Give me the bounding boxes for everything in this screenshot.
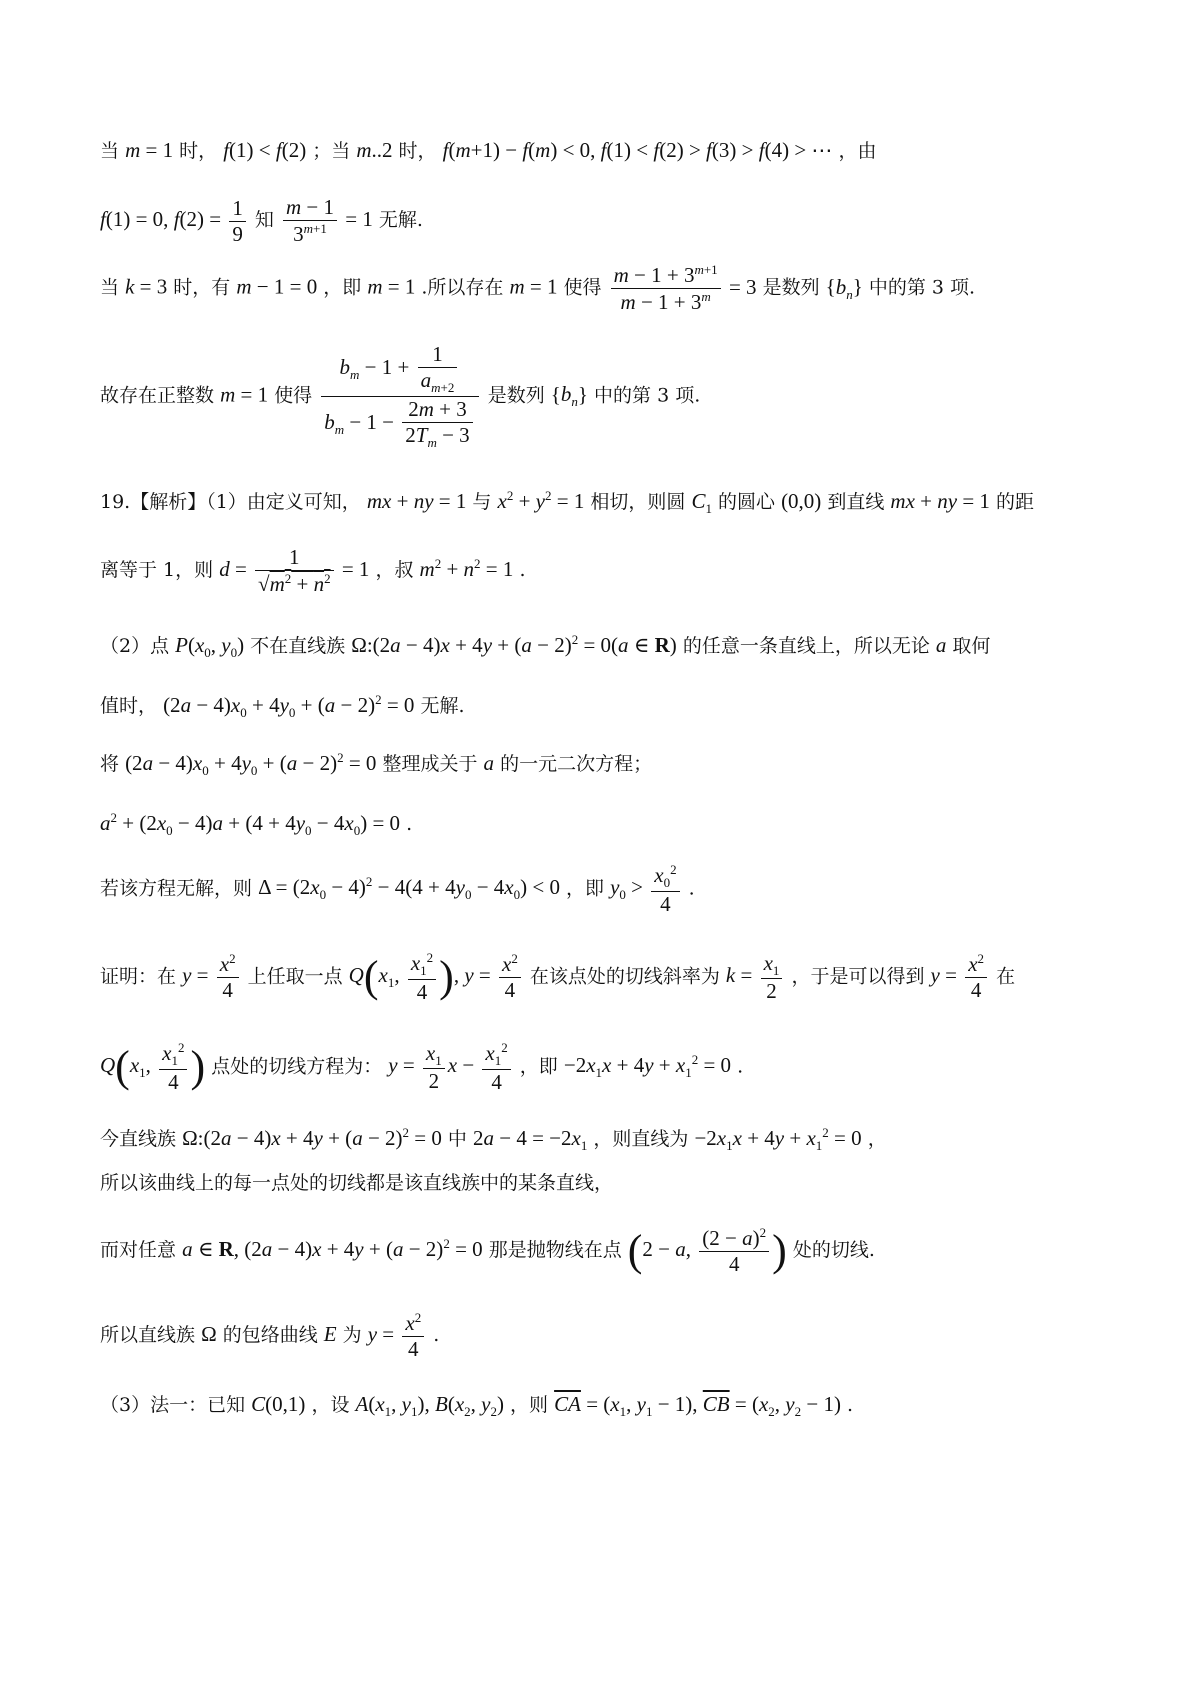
formula: m..2	[356, 138, 393, 162]
line-8	[100, 692, 1130, 721]
text: 中的第 3 项.	[868, 276, 976, 299]
text: 无解.	[378, 209, 423, 231]
text: ；当	[312, 140, 351, 162]
formula: $y_0$ > $\frac{x_0^2}{4}$	[610, 875, 683, 899]
formula: $a^2 + (2x_0 - 4)a + (4 + 4y_0 - 4x_0) = 0$	[100, 810, 401, 839]
text: .	[847, 1394, 854, 1416]
line-7	[100, 632, 1130, 661]
line-12	[100, 950, 1130, 1005]
text: ，设	[311, 1394, 350, 1416]
text: 而对任意	[100, 1239, 177, 1261]
formula: $m^2 + n^2 = 1$	[419, 556, 514, 581]
formula: d = $\frac{1}{√m^2 + n^2}$ = 1	[219, 545, 370, 597]
formula: m = 1	[367, 274, 416, 299]
text: 所以该曲线上的每一点处的切线都是该直线族中的某条直线，	[100, 1172, 614, 1194]
text: 整理成关于	[382, 753, 478, 775]
formula: $\frac{m - 1}{3^{m+1}}$ = 1	[280, 207, 373, 231]
formula: k = 3	[125, 274, 168, 299]
text: ，即	[519, 1055, 558, 1078]
text: ，即	[323, 276, 362, 299]
line-10	[100, 810, 1130, 839]
formula: $2a - 4 = -2x_1$	[472, 1126, 588, 1154]
formula: mx + ny = 1	[366, 489, 467, 513]
formula: $P(x_0$, $y_0$)	[175, 633, 245, 661]
text: （3）法一：已知	[100, 1394, 246, 1416]
text: 那是抛物线在点	[488, 1239, 622, 1261]
text: 与	[472, 491, 492, 513]
line-1	[100, 138, 1130, 163]
text: 是数列	[487, 384, 545, 407]
text: 时，	[398, 140, 437, 162]
formula: y = $\frac{x^2}{4}$	[368, 1322, 428, 1346]
text: 使得	[563, 276, 602, 299]
text: .	[688, 877, 695, 900]
formula: (2 − a, $\frac{(2 - a)^2}{4}$ )	[627, 1225, 787, 1277]
formula: m = 1	[509, 274, 558, 299]
text: 的包络曲线	[222, 1324, 318, 1346]
formula: f(1) < f(2)	[223, 138, 307, 162]
formula: k = $\frac{x_1}{2}$	[726, 963, 786, 987]
text: ，	[867, 1128, 887, 1150]
formula: a	[483, 751, 495, 775]
text: 时，有	[173, 276, 231, 299]
formula: y = $\frac{x_1}{2}$ x − $\frac{x_1^2}{4}$	[388, 1053, 514, 1077]
text: 当	[100, 140, 120, 162]
line-3	[100, 262, 1130, 315]
text: 取何	[952, 635, 991, 657]
formula: $\overline{CA} = (x_1$, $y_1 - 1$), $\overline{CB} = (x_2$, $y_2 - 1$)	[554, 1392, 841, 1420]
formula: $b_m - 1$ + $\frac{1}{a_{m+2}}$ $b_m - 1$ − $\frac{2m + 3}{2T_m - 3}$	[318, 382, 482, 406]
text: 到直线	[827, 491, 885, 513]
formula: m − 1 = 0	[236, 274, 318, 299]
formula: mx + ny = 1	[890, 489, 990, 513]
text: （2）点	[100, 635, 170, 657]
text: 在该点处的切线斜率为	[529, 965, 720, 988]
text: 离等于 1，则	[100, 559, 214, 581]
text: ，即	[566, 877, 605, 900]
line-6	[100, 545, 1130, 597]
text: 是数列	[762, 276, 820, 299]
text: .	[433, 1324, 440, 1346]
formula: $\{b_n\}$	[550, 382, 588, 410]
text: 的圆心	[718, 491, 776, 513]
line-4	[100, 342, 1130, 451]
text: 无解.	[420, 695, 465, 717]
text: 中的第 3 项.	[594, 384, 701, 407]
text: .	[406, 813, 413, 835]
text: 相切，则圆	[590, 491, 686, 513]
text: 若该方程无解，则	[100, 877, 253, 900]
text: 不在直线族	[250, 635, 346, 657]
text: 点处的切线方程为：	[211, 1055, 383, 1078]
formula: $-2x_1x + 4y + x_1^2 = 0$	[563, 1052, 732, 1081]
formula: $\frac{m - 1 + 3^{m+1}}{m - 1 + 3^m}$ = 3	[608, 275, 757, 299]
formula: y = $\frac{x^2}{4}$	[931, 963, 991, 987]
formula: (0,0)	[781, 489, 822, 513]
text: 处的切线.	[792, 1239, 875, 1261]
text: 知	[254, 209, 274, 231]
text: 当	[100, 276, 120, 299]
line-15	[100, 1172, 1130, 1195]
text: 为	[342, 1324, 362, 1346]
formula: $A(x_1$, $y_1$), $B(x_2$, $y_2$)	[355, 1392, 504, 1420]
formula: a ∈ R, $(2a - 4)x + 4y + (a - 2)^2 = 0$	[182, 1236, 483, 1261]
formula: m = 1	[125, 138, 174, 162]
formula: $\{b_n\}$	[825, 274, 863, 302]
formula: $(2a - 4)x_0 + 4y_0 + (a - 2)^2 = 0$	[125, 750, 377, 779]
formula: f(1) = 0, f(2) = $\frac{1}{9}$	[100, 207, 249, 231]
text: ，于是可以得到	[791, 965, 925, 988]
text: .	[519, 559, 526, 581]
formula: C(0,1)	[251, 1392, 306, 1416]
formula: $Q(x_1$, $\frac{x_1^2}{4}$ ), y = $\frac{x^2}{4}$	[349, 963, 524, 987]
formula: Ω:(2a − $4)x + 4y + (a - 2)^2 = 0$	[182, 1125, 442, 1150]
text: 今直线族	[100, 1128, 177, 1150]
text: 在	[996, 965, 1016, 988]
text: .	[737, 1055, 744, 1078]
formula: $x^2 + y^2 = 1$	[497, 488, 585, 513]
formula: a	[935, 633, 947, 657]
formula: E	[323, 1322, 337, 1346]
text: ，则直线为	[593, 1128, 689, 1150]
text: 证明：在	[100, 965, 177, 988]
text: 将	[100, 753, 120, 775]
formula: $Q(x_1$, $\frac{x_1^2}{4}$ )	[100, 1040, 206, 1094]
text: ，则	[510, 1394, 549, 1416]
line-13	[100, 1040, 1130, 1095]
text: 故存在正整数	[100, 384, 215, 407]
text: 中	[447, 1128, 467, 1150]
text: 时，	[179, 140, 218, 162]
text: 值时，	[100, 695, 158, 717]
formula: m = 1	[220, 382, 269, 407]
text: 的任意一条直线上，所以无论	[682, 635, 930, 657]
text: 上任取一点	[247, 965, 343, 988]
formula: $-2x_1x + 4y + x_1^2 = 0$	[694, 1125, 862, 1154]
formula: Ω:(2a − $4)x + 4y + (a - 2)^2 = 0(a$ ∈ R)	[351, 632, 677, 657]
text: 使得	[274, 384, 313, 407]
text: 的一元二次方程；	[500, 753, 653, 775]
formula: f(m+1) − f(m) < 0, f(1) < f(2) > f(3) > f(4) > ⋯	[442, 138, 833, 162]
text: 19.【解析】（1）由定义可知，	[100, 491, 361, 513]
formula: $(2a - 4)x_0 + 4y_0 + (a - 2)^2 = 0$	[163, 692, 415, 721]
line-16	[100, 1225, 1130, 1277]
formula: y = $\frac{x^2}{4}$	[182, 963, 242, 987]
formula: $\Delta = (2x_0 - 4)^2 - 4(4 + 4y_0 - 4x_0) < 0$	[258, 874, 560, 903]
line-2	[100, 195, 1130, 247]
line-11	[100, 862, 1130, 917]
line-14	[100, 1125, 1130, 1154]
text: ，由	[838, 140, 877, 162]
formula: $C_1$	[691, 489, 712, 517]
text: .所以存在	[421, 276, 504, 299]
text: ，叔	[375, 559, 414, 581]
line-18	[100, 1392, 1130, 1420]
text: 所以直线族	[100, 1324, 196, 1346]
text: 的距	[995, 491, 1034, 513]
line-9	[100, 750, 1130, 779]
line-5	[100, 488, 1130, 517]
formula: Ω	[201, 1322, 217, 1346]
line-17	[100, 1310, 1130, 1362]
